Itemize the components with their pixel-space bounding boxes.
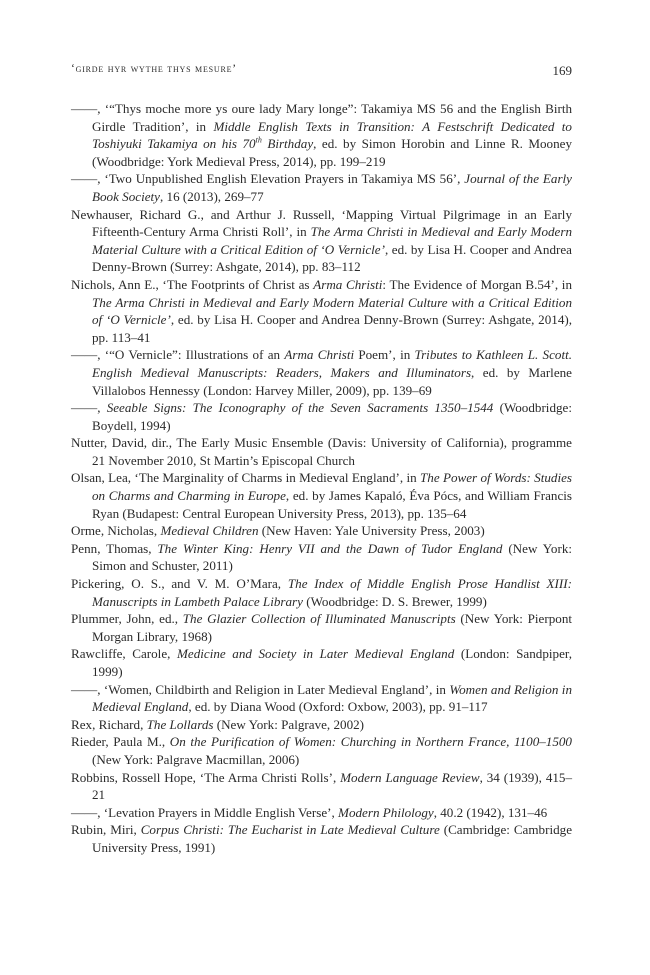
entry-title-text: The Glazier Collection of Illuminated Manuscripts [182,611,456,627]
bibliography-entry [71,804,572,822]
bibliography-entry [71,681,572,716]
entry-title-text: The Lollards [146,716,214,732]
bibliography-entry [71,469,572,522]
entry-text: (New York: Palgrave Macmillan, 2006) [92,751,300,767]
entry-text: Nutter, David, dir., The Early Music Ensemble (Davis: University of California), programme 21 November 2010, St Martin’s Episcopal Church [71,435,572,468]
entry-text: Pickering, O. S., and V. M. O’Mara, [71,576,288,592]
entry-title-text: On the Purification of Women: Churching in Northern France, 1100–1500 [169,734,572,750]
entry-text: (Cambridge: Cambridge University Press, 1991) [92,822,572,855]
bibliography-entry [71,733,572,768]
entry-title-text: Modern Language Review [340,769,480,785]
entry-text: Rex, Richard, [71,716,147,732]
entry-text: , ed. by Simon Horobin and Linne R. Mooney (Woodbridge: York Medieval Press, 2014), pp. 199–219 [92,136,572,169]
entry-title-text: Medieval Children [160,523,259,539]
entry-text: (Woodbridge: D. S. Brewer, 1999) [302,593,487,609]
entry-text: , ed. by Diana Wood (Oxford: Oxbow, 2003), pp. 91–117 [188,699,488,715]
bibliography-entry [71,206,572,276]
entry-title-text: Tributes to Kathleen L. Scott. English Medieval Manuscripts: Readers, Makers and Illuminators [92,347,572,380]
bibliography-entry [71,610,572,645]
bibliography-list [71,100,572,857]
entry-text: Nichols, Ann E., ‘The Footprints of Christ as [71,276,314,292]
entry-title-text: The Power of Words: Studies on Charms and Charming in Europe [92,470,572,504]
bibliography-entry [71,346,572,399]
entry-text: (London: Sandpiper, 1999) [92,646,572,679]
entry-title-text: Seeable Signs: The Iconography of the Seven Sacraments 1350–1544 [106,400,494,416]
entry-text: Rieder, Paula M., [71,734,170,750]
entry-text: ——, [71,400,107,416]
page-number: 169 [552,63,572,78]
entry-text: Poem’, in [354,347,415,363]
entry-text: (New York: Pierpont Morgan Library, 1968) [92,611,573,644]
entry-title-text: Modern Philology [338,804,434,820]
entry-text: Olsan, Lea, ‘The Marginality of Charms in Medieval England’, in [71,470,420,486]
entry-text: Robbins, Rossell Hope, ‘The Arma Christi Rolls’, [71,769,341,785]
entry-title-text: th [255,135,262,145]
entry-title-text: The Arma Christi in Medieval and Early Modern Material Culture with a Critical Edition of ‘O Vernicle’ [92,294,572,328]
entry-text: ——, ‘“Thys moche more ys oure lady Mary longe”: Takamiya MS 56 and the English Birth Girdle Tradition’, in [71,101,572,134]
bibliography-entry [71,399,572,434]
entry-text: ——, ‘“O Vernicle”: Illustrations of an [71,347,285,363]
entry-text: Penn, Thomas, [71,540,158,556]
entry-title-text: Birthday [261,136,314,152]
entry-text: , 34 (1939), 415–21 [92,769,573,803]
entry-text: , ed. by Lisa H. Cooper and Andrea Denny-Brown (Surrey: Ashgate, 2014), pp. 83–112 [92,241,572,275]
entry-title-text: Arma Christi [284,347,355,363]
bibliography-entry [71,575,572,610]
entry-title-text: Medicine and Society in Later Medieval England [177,646,455,662]
entry-text: (New York: Palgrave, 2002) [213,716,365,732]
entry-text: Rawcliffe, Carole, [71,646,177,662]
bibliography-entry [71,434,572,469]
entry-text: ——, ‘Levation Prayers in Middle English Verse’, [71,804,339,820]
entry-text: , ed. by Lisa H. Cooper and Andrea Denny-Brown (Surrey: Ashgate, 2014), pp. 113–41 [92,312,573,345]
bibliography-entry [71,540,572,575]
running-title: ‘girde hyr wythe thys mesure’ [71,63,237,75]
entry-title-text: Journal of the Early Book Society [92,171,572,204]
entry-title-text: The Winter King: Henry VII and the Dawn of Tudor England [157,540,503,556]
entry-title-text: Arma Christi [313,276,383,292]
entry-title-text: The Index of Middle English Prose Handlist XIII: Manuscripts in Lambeth Palace Library [92,576,572,609]
entry-title-text: Middle English Texts in Transition: A Festschrift Dedicated to Toshiyuki Takamiya on his 70 [92,118,572,152]
bibliography-entry [71,716,572,734]
entry-text: Rubin, Miri, [71,822,141,838]
entry-text: , ed. by Marlene Villalobos Hennessy (London: Harvey Miller, 2009), pp. 139–69 [92,364,572,398]
entry-text: (New Haven: Yale University Press, 2003) [258,523,485,539]
entry-text: Orme, Nicholas, [71,523,161,539]
bibliography-entry [71,100,572,170]
bibliography-entry [71,170,572,205]
entry-text: Plummer, John, ed., [71,611,183,627]
entry-text: , ed. by James Kapaló, Éva Pócs, and William Francis Ryan (Budapest: Central European University Press, 2013), pp. 135–64 [92,488,572,521]
entry-title-text: Women and Religion in Medieval England [92,681,572,715]
bibliography-entry [71,276,572,346]
entry-text: : The Evidence of Morgan B.54’, in [382,276,572,292]
bibliography-entry [71,645,572,680]
entry-title-text: The Arma Christi in Medieval and Early Modern Material Culture with a Critical Edition of ‘O Vernicle’ [92,224,572,257]
entry-text: ——, ‘Women, Childbirth and Religion in Later Medieval England’, in [71,681,450,697]
entry-text: , 40.2 (1942), 131–46 [433,804,548,820]
running-header [71,63,572,78]
entry-text: , 16 (2013), 269–77 [159,188,264,204]
entry-text: ——, ‘Two Unpublished English Elevation Prayers in Takamiya MS 56’, [71,171,465,187]
entry-text: (New York: Simon and Schuster, 2011) [92,540,572,574]
entry-text: (Woodbridge: Boydell, 1994) [92,400,572,433]
bibliography-entry [71,522,572,540]
bibliography-entry [71,769,572,804]
entry-title-text: Corpus Christi: The Eucharist in Late Medieval Culture [140,822,440,838]
entry-text: Newhauser, Richard G., and Arthur J. Russell, ‘Mapping Virtual Pilgrimage in an Early Fifteenth-Century Arma Christi Roll’, in [71,206,572,240]
bibliography-entry [71,821,572,856]
